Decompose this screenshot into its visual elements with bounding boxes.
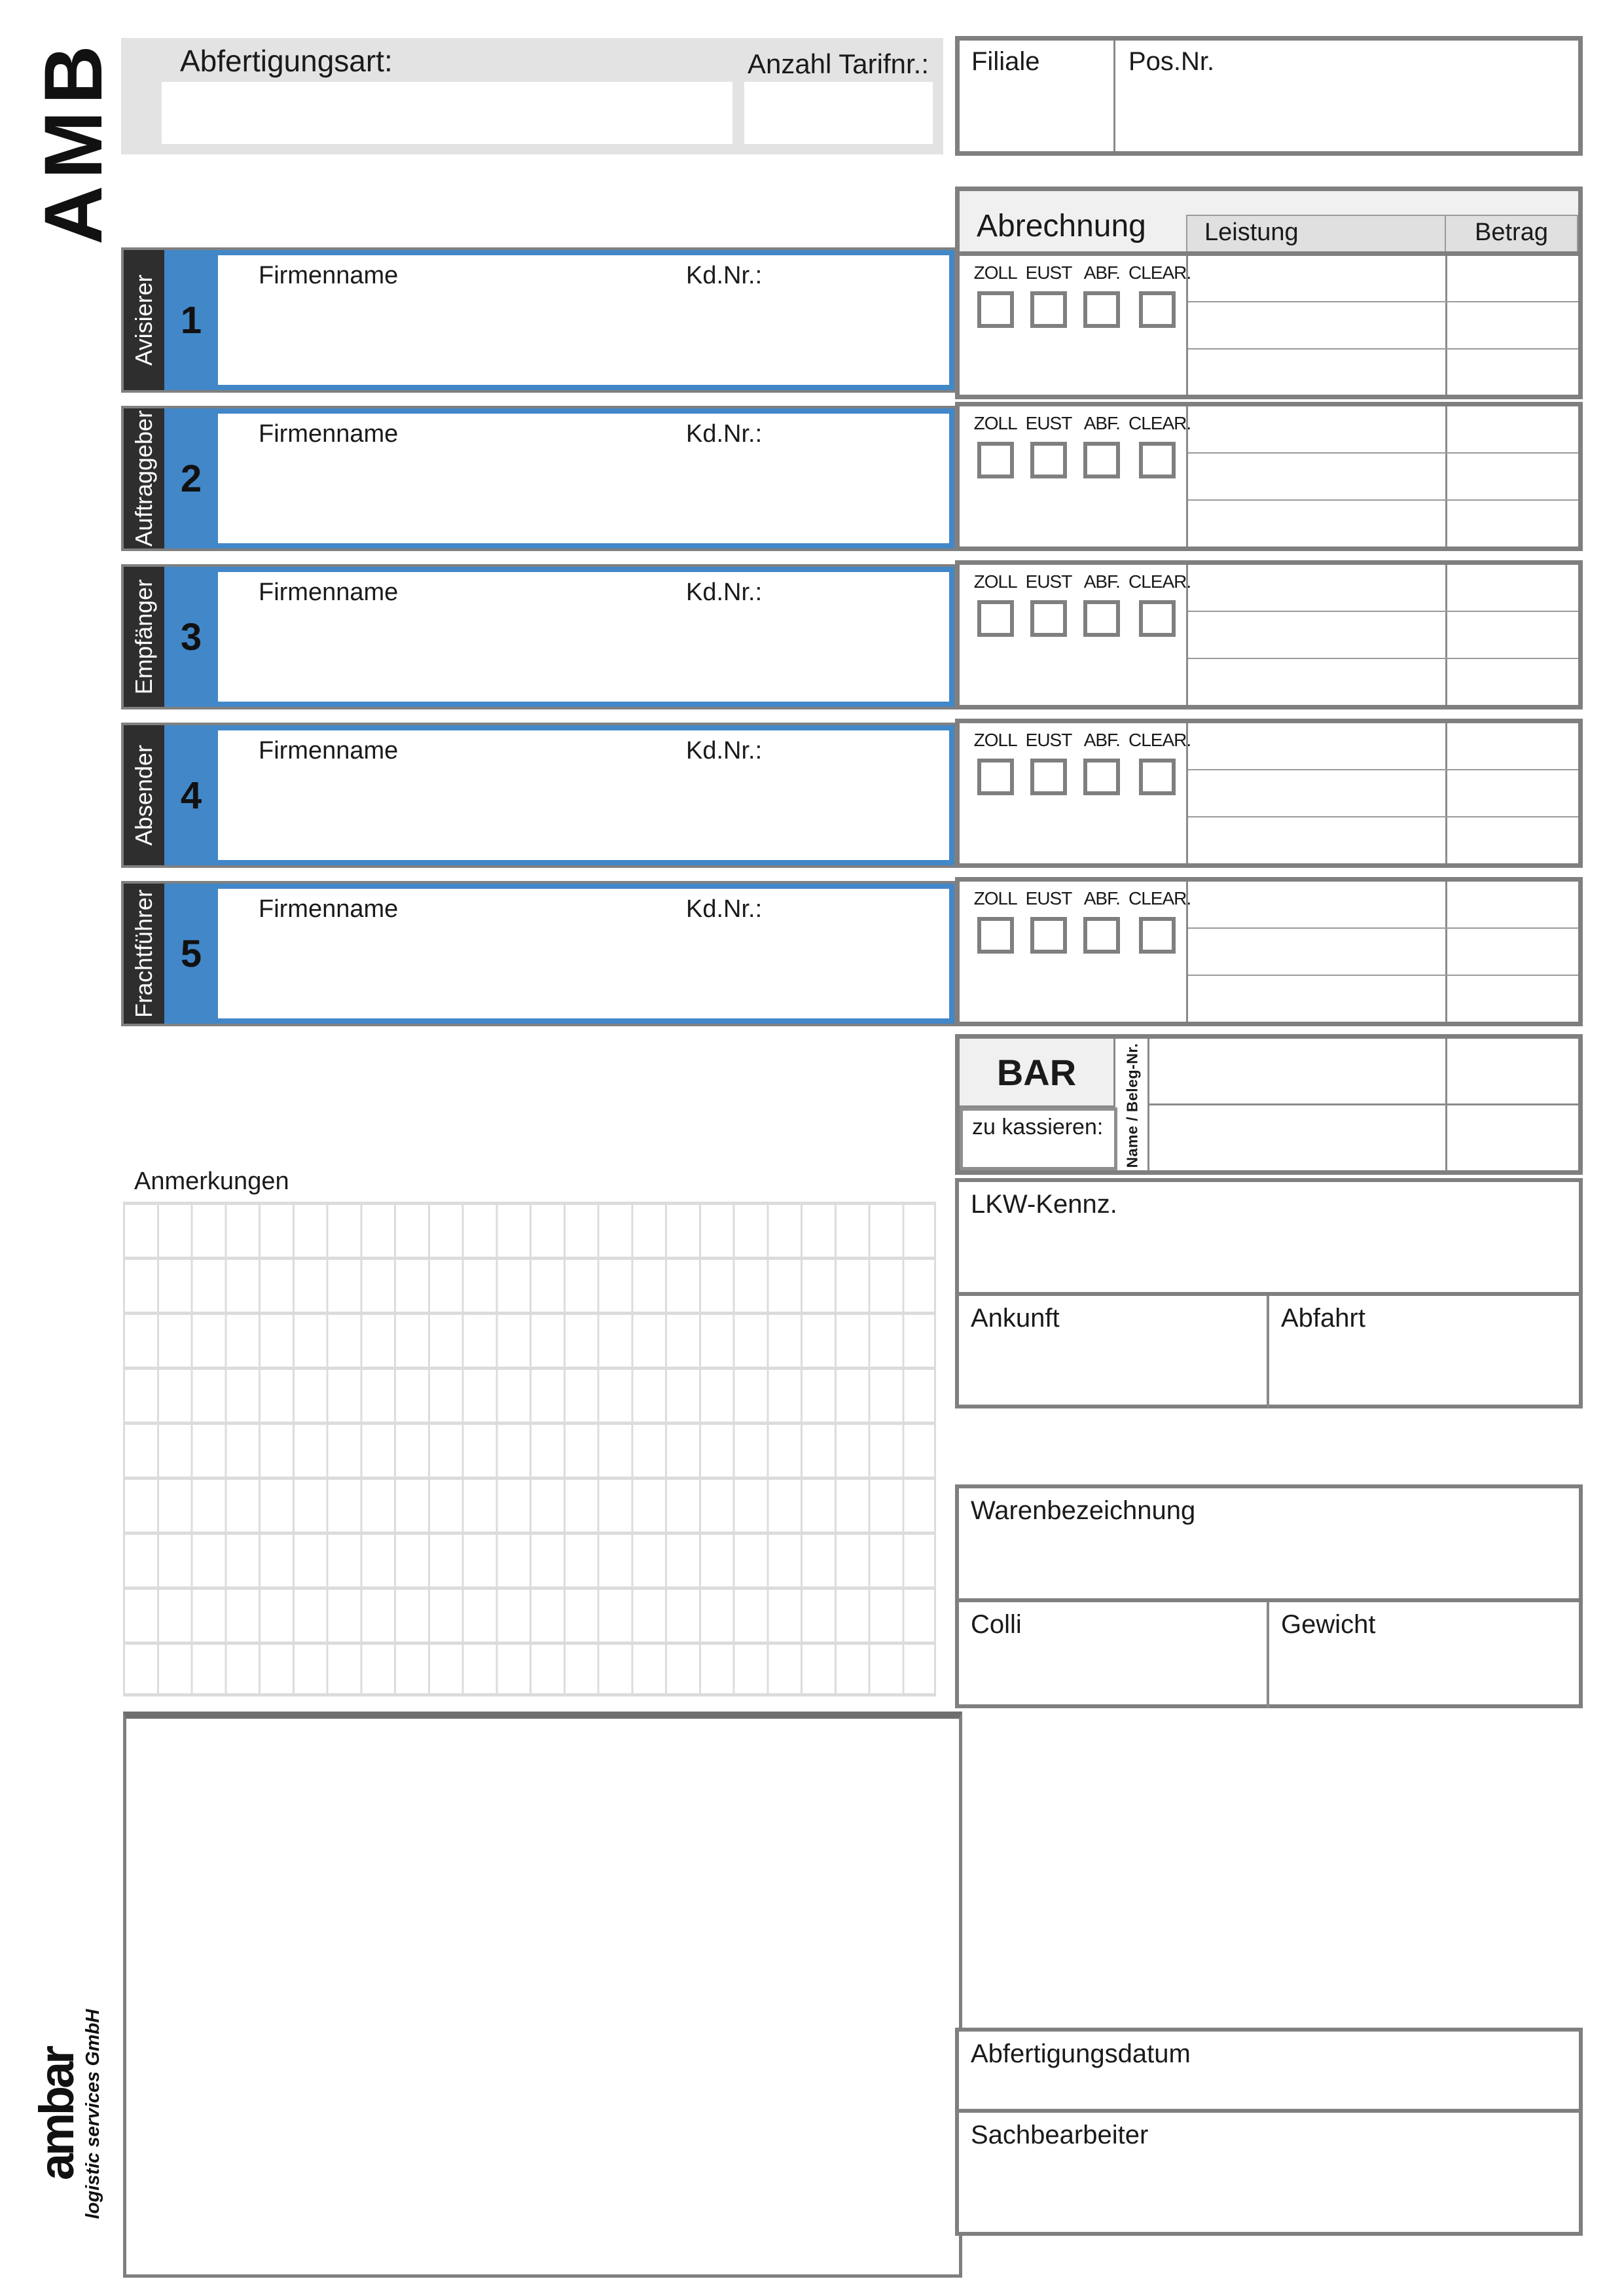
checkbox-area bbox=[960, 882, 1191, 1022]
checkbox-area bbox=[960, 406, 1191, 547]
eust-label: EUST bbox=[1025, 262, 1072, 283]
clear-checkbox[interactable] bbox=[1139, 600, 1176, 637]
betrag-cell[interactable] bbox=[1447, 976, 1578, 1022]
eust-checkbox[interactable] bbox=[1030, 291, 1067, 328]
colli-field[interactable] bbox=[959, 1602, 1269, 1708]
betrag-cell[interactable] bbox=[1447, 256, 1578, 301]
lkw-group bbox=[955, 1178, 1583, 1408]
betrag-cell[interactable] bbox=[1447, 302, 1578, 348]
betrag-cell[interactable] bbox=[1447, 817, 1578, 863]
role-strip bbox=[124, 725, 164, 865]
clear-label: CLEAR. bbox=[1128, 413, 1191, 433]
zoll-checkbox[interactable] bbox=[977, 917, 1014, 954]
clear-checkbox[interactable] bbox=[1139, 291, 1176, 328]
party-address-field[interactable] bbox=[218, 414, 949, 543]
role-strip bbox=[124, 567, 164, 707]
betrag-cell[interactable] bbox=[1447, 882, 1578, 927]
ambar-logo bbox=[29, 2003, 118, 2225]
notes-box[interactable] bbox=[123, 1712, 962, 2278]
gewicht-label: Gewicht bbox=[1281, 1610, 1376, 1639]
abf-label: ABF. bbox=[1083, 888, 1120, 908]
posnr-label: Pos.Nr. bbox=[1128, 47, 1215, 76]
firmenname-label: Firmenname bbox=[259, 262, 399, 289]
party-address-field[interactable] bbox=[218, 572, 949, 702]
betrag-cell[interactable] bbox=[1447, 723, 1578, 769]
abfertigungsdatum-label: Abfertigungsdatum bbox=[971, 2039, 1191, 2068]
zoll-checkbox[interactable] bbox=[977, 442, 1014, 478]
abfertigungsdatum-field[interactable] bbox=[959, 2032, 1579, 2109]
abfertigung-group bbox=[955, 2028, 1583, 2236]
zoll-checkbox[interactable] bbox=[977, 759, 1014, 795]
betrag-cell[interactable] bbox=[1447, 1039, 1578, 1103]
eust-checkbox[interactable] bbox=[1030, 442, 1067, 478]
leistung-cell[interactable] bbox=[1188, 454, 1447, 499]
party-row-auftraggeber bbox=[121, 406, 957, 551]
clear-checkbox[interactable] bbox=[1139, 759, 1176, 795]
name-beleg-strip bbox=[1117, 1039, 1149, 1170]
role-label: Auftraggeber bbox=[130, 410, 157, 547]
leistung-betrag-table bbox=[1186, 406, 1578, 547]
eust-label: EUST bbox=[1025, 413, 1072, 433]
eust-checkbox[interactable] bbox=[1030, 600, 1067, 637]
anmerkungen-grid[interactable] bbox=[123, 1202, 936, 1696]
abf-label: ABF. bbox=[1083, 730, 1120, 750]
bar-table bbox=[1149, 1039, 1578, 1170]
party-row-frachtfuehrer bbox=[121, 881, 957, 1026]
kdnr-label: Kd.Nr.: bbox=[686, 895, 763, 923]
leistung-cell[interactable] bbox=[1188, 882, 1447, 927]
kdnr-label: Kd.Nr.: bbox=[686, 420, 763, 448]
party-number: 3 bbox=[180, 615, 202, 658]
leistung-cell[interactable] bbox=[1188, 256, 1447, 301]
ambar-brand: ambar bbox=[29, 2047, 84, 2181]
abrechnung-block-1 bbox=[955, 187, 1583, 399]
abrechnung-block-2 bbox=[955, 402, 1583, 551]
betrag-cell[interactable] bbox=[1447, 350, 1578, 395]
leistung-cell[interactable] bbox=[1188, 976, 1447, 1022]
checkbox-area bbox=[960, 723, 1191, 863]
abfertigung-header-panel bbox=[121, 38, 943, 154]
ankunft-field[interactable] bbox=[959, 1296, 1269, 1408]
name-beleg-cell[interactable] bbox=[1149, 1039, 1447, 1103]
party-address-field[interactable] bbox=[218, 889, 949, 1018]
colli-label: Colli bbox=[971, 1610, 1022, 1639]
firmenname-label: Firmenname bbox=[259, 737, 399, 764]
role-label: Empfänger bbox=[130, 579, 157, 695]
eust-label: EUST bbox=[1025, 571, 1072, 592]
abrechnung-block-5 bbox=[955, 877, 1583, 1026]
abf-checkbox[interactable] bbox=[1083, 291, 1120, 328]
clear-label: CLEAR. bbox=[1128, 262, 1191, 283]
ware-group bbox=[955, 1484, 1583, 1708]
warenbezeichnung-label: Warenbezeichnung bbox=[971, 1496, 1196, 1525]
firmenname-label: Firmenname bbox=[259, 579, 399, 606]
zu-kassieren-label: zu kassieren: bbox=[972, 1115, 1104, 1139]
clear-checkbox[interactable] bbox=[1139, 442, 1176, 478]
checkbox-area bbox=[960, 256, 1191, 395]
betrag-cell[interactable] bbox=[1447, 929, 1578, 975]
bar-section bbox=[955, 1034, 1583, 1175]
zoll-label: ZOLL bbox=[973, 262, 1017, 283]
abrechnung-header bbox=[960, 191, 1578, 256]
party-number: 1 bbox=[180, 298, 202, 342]
checkbox-area bbox=[960, 565, 1191, 705]
posnr-field[interactable] bbox=[1115, 41, 1578, 151]
betrag-cell[interactable] bbox=[1447, 1105, 1578, 1170]
abf-checkbox[interactable] bbox=[1083, 759, 1120, 795]
betrag-cell[interactable] bbox=[1447, 565, 1578, 611]
leistung-cell[interactable] bbox=[1188, 612, 1447, 658]
abf-label: ABF. bbox=[1083, 262, 1120, 283]
abf-checkbox[interactable] bbox=[1083, 600, 1120, 637]
sachbearbeiter-label: Sachbearbeiter bbox=[971, 2121, 1149, 2149]
clear-checkbox[interactable] bbox=[1139, 917, 1176, 954]
betrag-column-header: Betrag bbox=[1446, 215, 1578, 251]
role-label: Frachtführer bbox=[130, 889, 157, 1018]
zu-kassieren-field[interactable] bbox=[960, 1107, 1117, 1170]
leistung-betrag-table bbox=[1186, 723, 1578, 863]
leistung-cell[interactable] bbox=[1188, 501, 1447, 547]
zoll-label: ZOLL bbox=[973, 571, 1017, 592]
warenbezeichnung-field[interactable] bbox=[959, 1488, 1579, 1598]
lkw-kennz-field[interactable] bbox=[959, 1182, 1579, 1292]
name-beleg-label: Name / Beleg-Nr. bbox=[1123, 1043, 1141, 1168]
sachbearbeiter-field[interactable] bbox=[959, 2109, 1579, 2232]
eust-label: EUST bbox=[1025, 730, 1072, 750]
leistung-cell[interactable] bbox=[1188, 770, 1447, 816]
party-number: 5 bbox=[180, 932, 202, 975]
zoll-label: ZOLL bbox=[973, 413, 1017, 433]
anmerkungen-label: Anmerkungen bbox=[134, 1168, 289, 1195]
abfahrt-label: Abfahrt bbox=[1281, 1304, 1365, 1333]
filiale-posnr-box bbox=[955, 36, 1583, 156]
kdnr-label: Kd.Nr.: bbox=[686, 737, 763, 764]
role-label: Absender bbox=[130, 744, 157, 846]
leistung-cell[interactable] bbox=[1188, 302, 1447, 348]
betrag-cell[interactable] bbox=[1447, 406, 1578, 452]
leistung-cell[interactable] bbox=[1188, 929, 1447, 975]
eust-checkbox[interactable] bbox=[1030, 917, 1067, 954]
party-row-absender bbox=[121, 723, 957, 868]
abrechnung-title: Abrechnung bbox=[977, 209, 1146, 243]
firmenname-label: Firmenname bbox=[259, 420, 399, 448]
abf-checkbox[interactable] bbox=[1083, 442, 1120, 478]
role-strip bbox=[124, 408, 164, 548]
lkw-kennz-label: LKW-Kennz. bbox=[971, 1190, 1117, 1219]
clear-label: CLEAR. bbox=[1128, 571, 1191, 592]
leistung-cell[interactable] bbox=[1188, 406, 1447, 452]
zoll-checkbox[interactable] bbox=[977, 291, 1014, 328]
leistung-cell[interactable] bbox=[1188, 723, 1447, 769]
abf-checkbox[interactable] bbox=[1083, 917, 1120, 954]
zoll-checkbox[interactable] bbox=[977, 600, 1014, 637]
abrechnung-block-4 bbox=[955, 719, 1583, 868]
anzahl-tarifnr-label: Anzahl Tarifnr.: bbox=[747, 48, 929, 79]
party-address-field[interactable] bbox=[218, 255, 949, 385]
leistung-cell[interactable] bbox=[1188, 659, 1447, 705]
name-beleg-cell[interactable] bbox=[1149, 1105, 1447, 1170]
filiale-label: Filiale bbox=[971, 47, 1040, 76]
anzahl-tarifnr-input[interactable] bbox=[744, 82, 933, 144]
clear-label: CLEAR. bbox=[1128, 888, 1191, 908]
party-row-empfaenger bbox=[121, 564, 957, 709]
kdnr-label: Kd.Nr.: bbox=[686, 262, 763, 289]
abf-label: ABF. bbox=[1083, 571, 1120, 592]
kdnr-label: Kd.Nr.: bbox=[686, 579, 763, 606]
eust-checkbox[interactable] bbox=[1030, 759, 1067, 795]
clear-label: CLEAR. bbox=[1128, 730, 1191, 750]
ambar-tagline: logistic services GmbH bbox=[82, 2009, 103, 2219]
party-number: 2 bbox=[180, 457, 202, 500]
party-address-field[interactable] bbox=[218, 730, 949, 860]
role-label: Avisierer bbox=[130, 274, 157, 366]
firmenname-label: Firmenname bbox=[259, 895, 399, 923]
role-strip bbox=[124, 250, 164, 390]
leistung-betrag-table bbox=[1186, 882, 1578, 1022]
abfertigungsart-label: Abfertigungsart: bbox=[180, 44, 393, 78]
leistung-betrag-table bbox=[1186, 256, 1578, 395]
filiale-field[interactable] bbox=[960, 41, 1115, 151]
leistung-cell[interactable] bbox=[1188, 817, 1447, 863]
abrechnung-column-headers bbox=[1186, 215, 1578, 251]
amb-logo: AMB bbox=[28, 39, 119, 245]
abfertigungsart-input[interactable] bbox=[162, 82, 732, 144]
betrag-cell[interactable] bbox=[1447, 659, 1578, 705]
ankunft-label: Ankunft bbox=[971, 1304, 1060, 1333]
betrag-cell[interactable] bbox=[1447, 501, 1578, 547]
abrechnung-block-3 bbox=[955, 560, 1583, 709]
leistung-cell[interactable] bbox=[1188, 350, 1447, 395]
role-strip bbox=[124, 884, 164, 1024]
party-number: 4 bbox=[180, 774, 202, 817]
leistung-column-header: Leistung bbox=[1186, 215, 1446, 251]
betrag-cell[interactable] bbox=[1447, 454, 1578, 499]
leistung-betrag-table bbox=[1186, 565, 1578, 705]
party-row-avisierer bbox=[121, 247, 957, 393]
bar-title: BAR bbox=[960, 1039, 1115, 1107]
betrag-cell[interactable] bbox=[1447, 770, 1578, 816]
eust-label: EUST bbox=[1025, 888, 1072, 908]
leistung-cell[interactable] bbox=[1188, 565, 1447, 611]
gewicht-field[interactable] bbox=[1269, 1602, 1579, 1708]
abfahrt-field[interactable] bbox=[1269, 1296, 1579, 1408]
zoll-label: ZOLL bbox=[973, 888, 1017, 908]
betrag-cell[interactable] bbox=[1447, 612, 1578, 658]
abf-label: ABF. bbox=[1083, 413, 1120, 433]
zoll-label: ZOLL bbox=[973, 730, 1017, 750]
